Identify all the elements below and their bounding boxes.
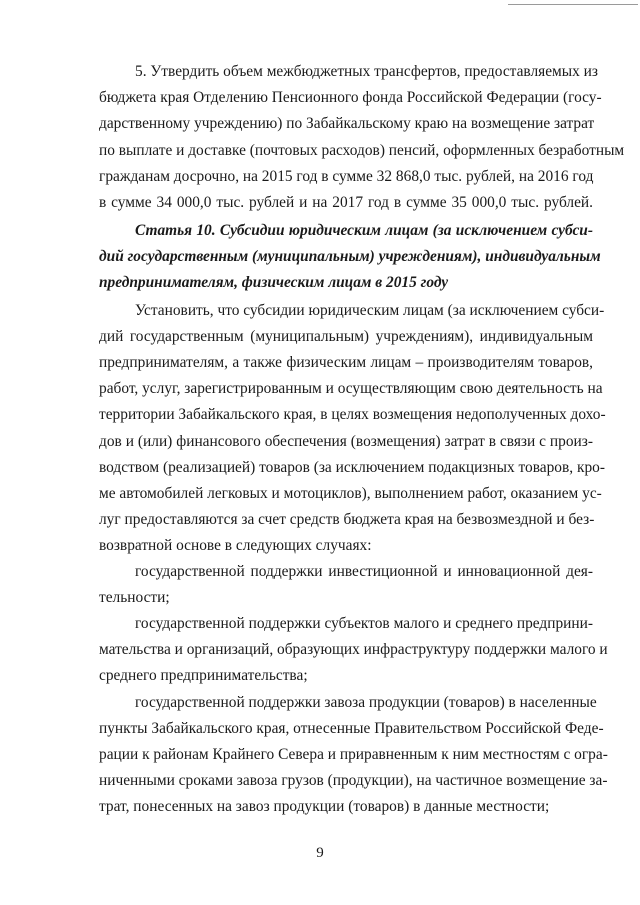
text-line: Установить, что субсидии юридическим лицам (за исключением субси-: [135, 302, 605, 319]
article-heading: предпринимателям, физическим лицам в 2015 году: [99, 274, 449, 291]
text-line: трат, понесенных на завоз продукции (товаров) в данные местности;: [99, 798, 550, 815]
article-heading: Статья 10. Субсидии юридическим лицам (за исключением субси-: [135, 222, 593, 239]
text-line: луг предоставляются за счет средств бюджета края на безвозмездной и без-: [99, 511, 595, 528]
text-line: бюджета края Отделению Пенсионного фонда Российской Федерации (госу-: [99, 89, 602, 106]
text-line: среднего предпринимательства;: [99, 667, 308, 684]
text-line: возвратной основе в следующих случаях:: [99, 537, 372, 554]
text-line: предпринимателям, а также физическим лицам – производителям товаров,: [99, 354, 593, 371]
text-line: дий государственным (муниципальным) учреждениям), индивидуальным: [99, 328, 593, 345]
text-line: работ, услуг, зарегистрированным и осуществляющим свою деятельность на: [99, 380, 603, 397]
text-line: в сумме 34 000,0 тыс. рублей и на 2017 год в сумме 35 000,0 тыс. рублей.: [99, 194, 593, 211]
text-line: пункты Забайкальского края, отнесенные Правительством Российской Феде-: [99, 720, 604, 737]
text-line: государственной поддержки субъектов малого и среднего предприни-: [135, 615, 593, 632]
text-line: государственной поддержки завоза продукции (товаров) в населенные: [135, 694, 597, 711]
text-line: государственной поддержки инвестиционной и инновационной дея-: [135, 563, 593, 580]
text-line: дарственному учреждению) по Забайкальскому краю на возмещение затрат: [99, 115, 595, 132]
text-line: мательства и организаций, образующих инфраструктуру поддержки малого и: [99, 641, 608, 658]
header-rule: [508, 4, 638, 5]
text-line: ниченными сроками завоза грузов (продукции), на частичное возмещение за-: [99, 772, 608, 789]
text-line: территории Забайкальского края, в целях возмещения недополученных дохо-: [99, 406, 606, 423]
text-line: 5. Утвердить объем межбюджетных трансфертов, предоставляемых из: [135, 63, 598, 80]
text-line: тельности;: [99, 589, 170, 606]
text-line: ме автомобилей легковых и мотоциклов), выполнением работ, оказанием ус-: [99, 485, 602, 502]
text-line: дов и (или) финансового обеспечения (возмещения) затрат в связи с произ-: [99, 433, 593, 450]
text-line: гражданам досрочно, на 2015 год в сумме 32 868,0 тыс. рублей, на 2016 год: [99, 168, 594, 185]
text-line: рации к районам Крайнего Севера и приравненным к ним местностям с огра-: [99, 746, 608, 763]
text-line: по выплате и доставке (почтовых расходов) пенсий, оформленных безработным: [99, 142, 625, 159]
page-number: 9: [316, 845, 324, 861]
article-heading: дий государственным (муниципальным) учреждениям), индивидуальным: [99, 248, 601, 265]
text-line: водством (реализацией) товаров (за исключением подакцизных товаров, кро-: [99, 459, 605, 476]
